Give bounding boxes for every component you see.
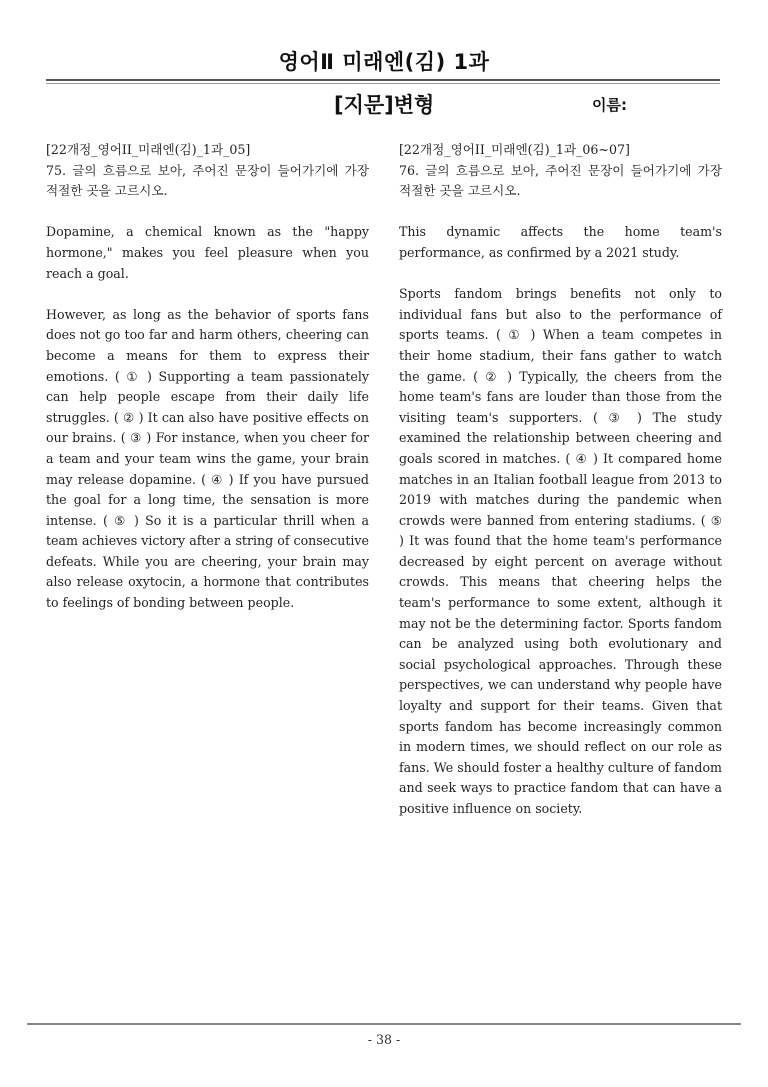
left-passage: However, as long as the behavior of sports fans does not go too far and harm others, cheering can become a means for them to express their emotions. ( ① ) Supporting a team passionately can help people escape from their daily life struggles. ( ② ) It can also have positive effects on our brains. ( ③ ) For instance, when you cheer for a team and your team wins the game, your brain may release dopamine. ( ④ ) If you have pursued the goal for a long time, the sensation is more intense. ( ⑤ ) So it is a particular thrill when a team achieves victory after a string of consecutive defeats. While you are cheering, your brain may also release oxytocin, a hormone that contributes to feelings of bonding between people. bbox=[46, 306, 369, 611]
header-rule-thin bbox=[46, 83, 720, 84]
left-question-prompt: 75. 글의 흐름으로 보아, 주어진 문장이 들어가기에 가장 적절한 곳을 고르시오. bbox=[46, 162, 369, 199]
right-question-source: [22개정_영어II_미래엔(김)_1과_06~07] bbox=[399, 142, 630, 157]
right-question-prompt: 76. 글의 흐름으로 보아, 주어진 문장이 들어가기에 가장 적절한 곳을 고르시오. bbox=[399, 162, 722, 199]
left-question-source: [22개정_영어II_미래엔(김)_1과_05] bbox=[46, 142, 251, 157]
page-number: - 38 - bbox=[367, 1032, 401, 1047]
page-title: 영어Ⅱ 미래엔(김) 1과 bbox=[278, 50, 490, 74]
left-given-sentence: Dopamine, a chemical known as the "happy hormone," makes you feel pleasure when you reach a goal. bbox=[46, 224, 369, 281]
right-passage: Sports fandom brings benefits not only to individual fans but also to the performance of sports teams. ( ① ) When a team competes in their home stadium, their fans gather to watch the game. ( ② ) Typically, the cheers from the home team's fans are louder than those from the visiting team's supporters. ( ③ ) The study examined the relationship between cheering and goals scored in matches. ( ④ ) It compared home matches in an Italian football league from 2013 to 2019 with matches during the pandemic when crowds were banned from entering stadiums. ( ⑤ ) It was found that the home team's performance decreased by eight percent on average without crowds. This means that cheering helps the team's performance to some extent, although it may not be the determining factor. Sports fandom can be analyzed using both evolutionary and social psychological approaches. Through these perspectives, we can understand why people have loyalty and support for their teams. Given that sports fandom has become increasingly common in modern times, we should reflect on our role as fans. We should foster a healthy culture of fandom and seek ways to practice fandom that can have a positive influence on society. bbox=[399, 286, 722, 816]
right-given-sentence: This dynamic affects the home team's performance, as confirmed by a 2021 study. bbox=[399, 224, 722, 260]
left-column bbox=[46, 140, 369, 614]
page-subtitle: [지문]변형 bbox=[334, 93, 435, 117]
footer-rule bbox=[27, 1023, 741, 1025]
name-label: 이름: bbox=[592, 96, 627, 114]
right-column bbox=[399, 140, 722, 820]
header-rule-thick bbox=[46, 79, 720, 81]
